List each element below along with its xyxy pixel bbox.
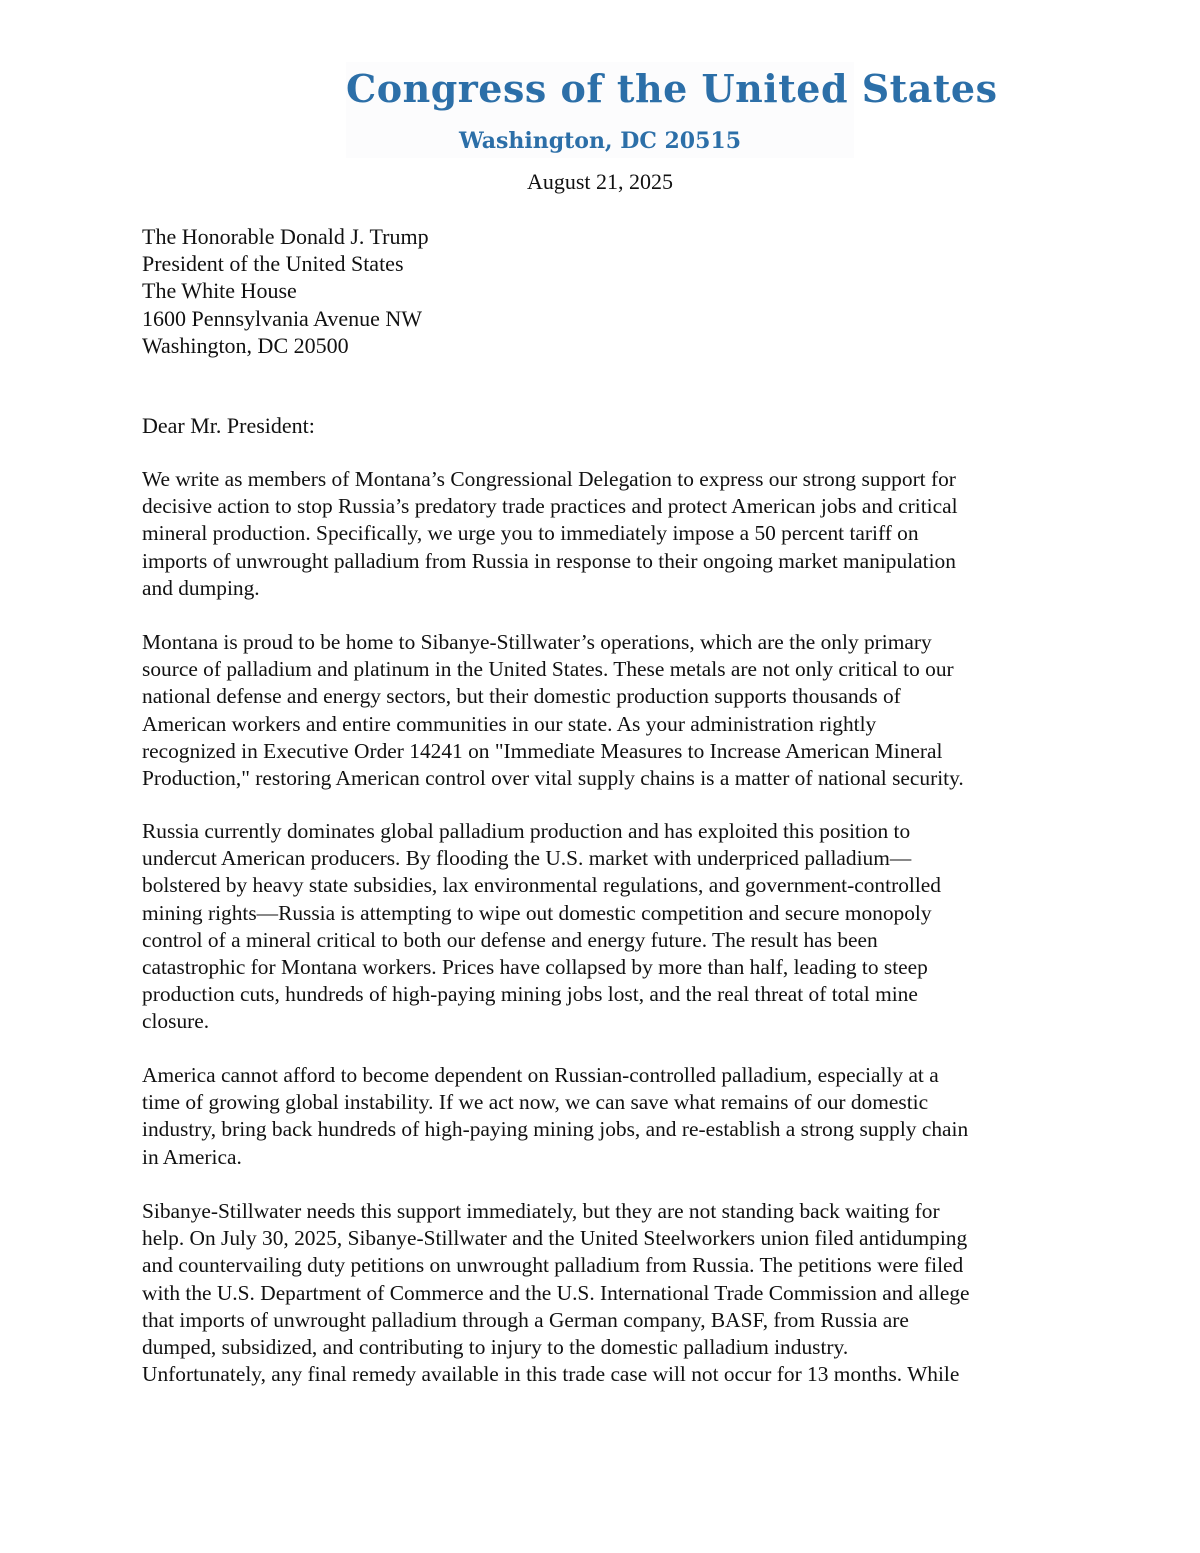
paragraph-line: decisive action to stop Russia’s predatory trade practices and protect American jobs and critical [142, 494, 958, 519]
paragraph-line: Sibanye-Stillwater needs this support immediately, but they are not standing back waiting for [142, 1199, 940, 1223]
recipient-name: The Honorable Donald J. Trump [142, 224, 429, 249]
body-paragraph-3 [142, 818, 1062, 1036]
letterhead-location: Washington, DC 20515 [458, 128, 742, 154]
paragraph-line: Production," restoring American control over vital supply chains is a matter of national security. [142, 766, 964, 791]
recipient-office: The White House [142, 278, 297, 304]
paragraph-line: and dumping. [142, 575, 260, 600]
paragraph-line: source of palladium and platinum in the United States. These metals are not only critical to our [142, 657, 954, 682]
paragraph-line: imports of unwrought palladium from Russia in response to their ongoing market manipulation [142, 548, 956, 573]
paragraph-line: dumped, subsidized, and contributing to injury to the domestic palladium industry. [142, 1335, 849, 1360]
recipient-title: President of the United States [142, 251, 404, 277]
body-paragraph-1 [142, 466, 1062, 602]
paragraph-line: American workers and entire communities in our state. As your administration rightly [142, 711, 877, 736]
paragraph-line: production cuts, hundreds of high-paying mining jobs lost, and the real threat of total mine [142, 982, 918, 1007]
recipient-street: 1600 Pennsylvania Avenue NW [142, 305, 423, 331]
paragraph-line: Montana is proud to be home to Sibanye-Stillwater’s operations, which are the only primary [142, 630, 932, 654]
paragraph-line: recognized in Executive Order 14241 on "Immediate Measures to Increase American Mineral [142, 738, 943, 763]
paragraph-line: America cannot afford to become dependent on Russian-controlled palladium, especially at a [142, 1063, 939, 1087]
paragraph-line: We write as members of Montana’s Congressional Delegation to express our strong support for [142, 467, 956, 491]
paragraph-line: and countervailing duty petitions on unwrought palladium from Russia. The petitions were filed [142, 1253, 964, 1278]
recipient-address [142, 223, 429, 359]
paragraph-line: time of growing global instability. If we act now, we can save what remains of our domestic [142, 1090, 929, 1115]
letterhead-title: Congress of the United States [346, 66, 998, 111]
paragraph-line: in America. [142, 1144, 242, 1169]
paragraph-line: help. On July 30, 2025, Sibanye-Stillwater and the United Steelworkers union filed antidumping [142, 1226, 968, 1251]
paragraph-line: national defense and energy sectors, but their domestic production supports thousands of [142, 684, 901, 709]
body-paragraph-2 [142, 629, 1062, 792]
body-paragraph-5 [142, 1198, 1062, 1388]
body-paragraph-4 [142, 1062, 1062, 1171]
paragraph-line: that imports of unwrought palladium through a German company, BASF, from Russia are [142, 1307, 909, 1332]
paragraph-line: with the U.S. Department of Commerce and the U.S. International Trade Commission and allege [142, 1280, 970, 1305]
paragraph-line: Russia currently dominates global palladium production and has exploited this position to [142, 819, 911, 843]
paragraph-line: mineral production. Specifically, we urge you to immediately impose a 50 percent tariff on [142, 521, 919, 546]
paragraph-line: mining rights—Russia is attempting to wipe out domestic competition and secure monopoly [142, 900, 932, 925]
letterhead [346, 62, 998, 158]
paragraph-line: control of a mineral critical to both our defense and energy future. The result has been [142, 927, 878, 952]
salutation: Dear Mr. President: [142, 413, 315, 438]
paragraph-line: closure. [142, 1009, 210, 1034]
paragraph-line: bolstered by heavy state subsidies, lax environmental regulations, and government-controlled [142, 873, 941, 898]
paragraph-line: industry, bring back hundreds of high-paying mining jobs, and re-establish a strong supply chain [142, 1117, 969, 1142]
paragraph-line: undercut American producers. By flooding the U.S. market with underpriced palladium— [142, 846, 912, 871]
recipient-city: Washington, DC 20500 [142, 332, 349, 358]
paragraph-line: catastrophic for Montana workers. Prices have collapsed by more than half, leading to steep [142, 955, 928, 980]
paragraph-line: Unfortunately, any final remedy available in this trade case will not occur for 13 months. While [142, 1362, 960, 1387]
letter-date: August 21, 2025 [526, 169, 674, 194]
